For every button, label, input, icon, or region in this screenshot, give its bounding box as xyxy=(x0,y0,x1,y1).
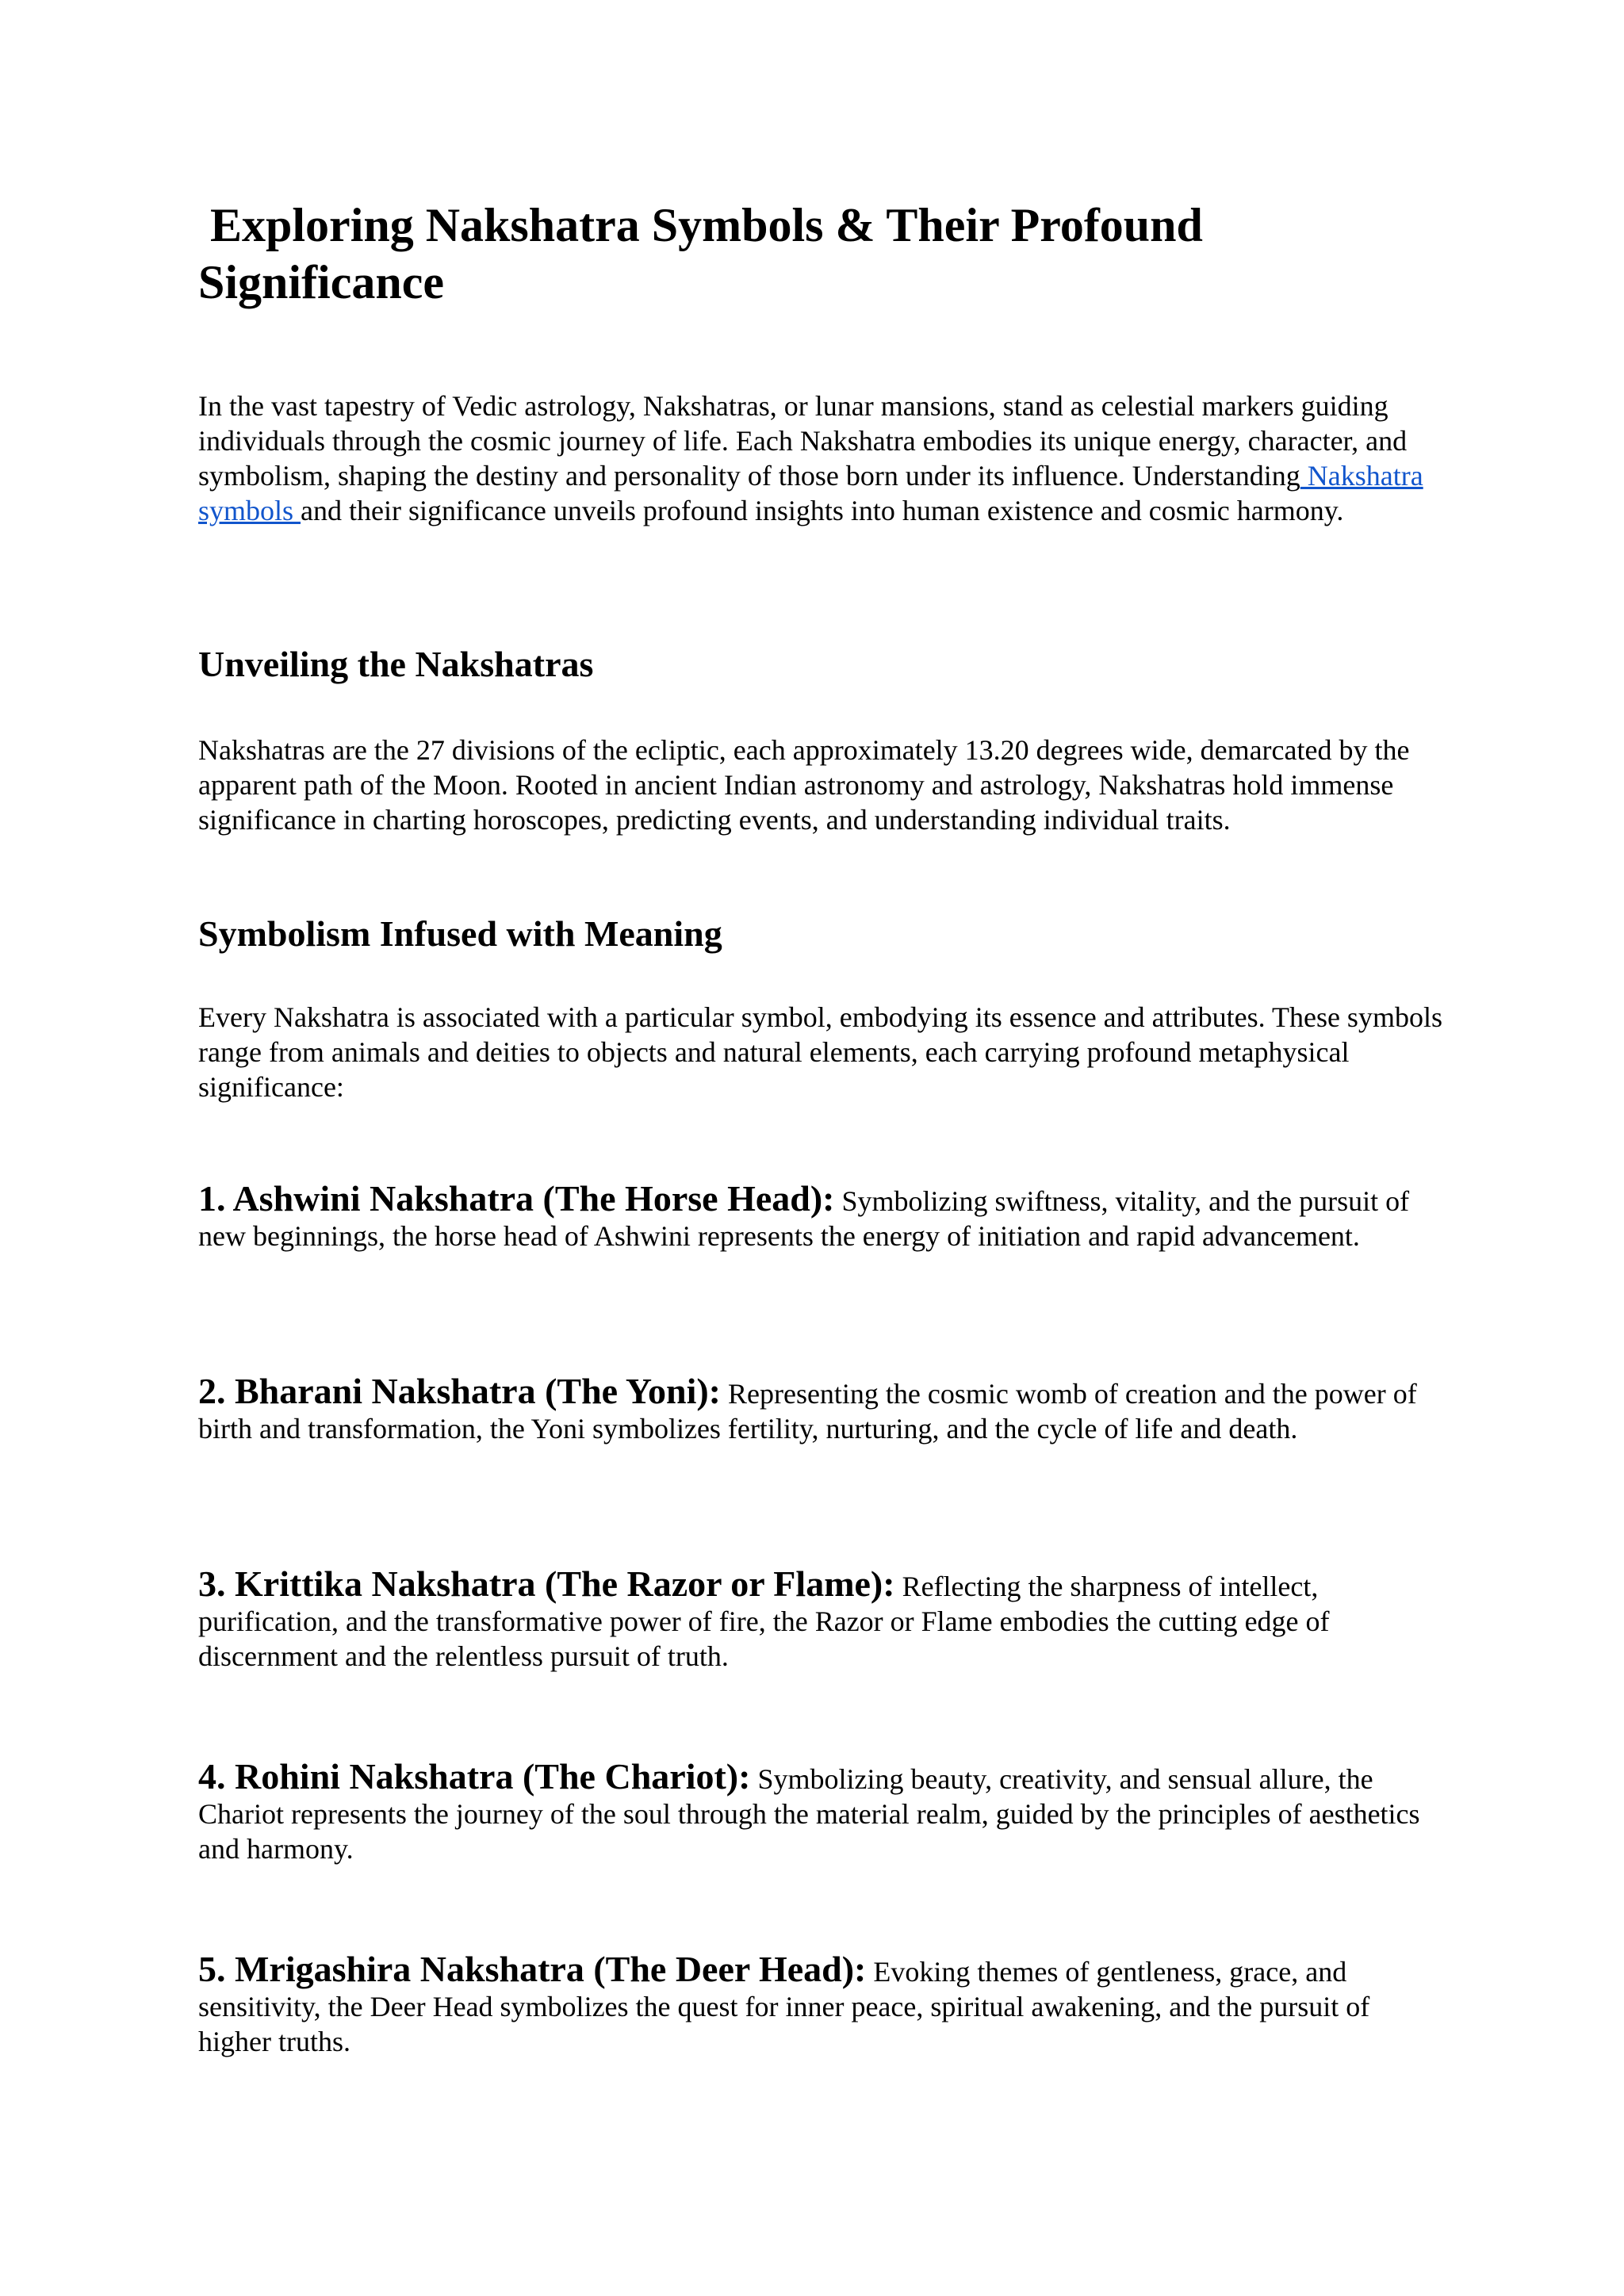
nakshatra-item-text: Symbolizing swiftness, vitality, and the pursuit of new beginnings, the horse head of Ashwini represents the energy of initiation and rapid advancement. xyxy=(198,1185,1410,1252)
nakshatra-item-bharani xyxy=(198,1371,1443,1446)
nakshatra-item-heading: 1. Ashwini Nakshatra (The Horse Head): xyxy=(198,1178,835,1219)
nakshatra-item-heading: 3. Krittika Nakshatra (The Razor or Flame): xyxy=(198,1563,895,1604)
nakshatra-item-text: Reflecting the sharpness of intellect, purification, and the transformative power of fire, the Razor or Flame embodies the cutting edge of discernment and the relentless pursuit of truth. xyxy=(198,1571,1330,1672)
symbolism-heading: Symbolism Infused with Meaning xyxy=(198,913,722,954)
unveiling-heading: Unveiling the Nakshatras xyxy=(198,644,594,684)
intro-text-before-link: In the vast tapestry of Vedic astrology, Nakshatras, or lunar mansions, stand as celestial markers guiding individuals through the cosmic journey of life. Each Nakshatra embodies its unique energy, character, and symbolism, shaping the destiny and personality of those born under its influence. Understanding xyxy=(198,390,1408,492)
nakshatra-item-rohini xyxy=(198,1756,1443,1866)
unveiling-paragraph: Nakshatras are the 27 divisions of the ecliptic, each approximately 13.20 degrees wide, demarcated by the apparent path of the Moon. Rooted in ancient Indian astronomy and astrology, Nakshatras hold immense significance in charting horoscopes, predicting events, and understanding individual traits. xyxy=(198,734,1410,836)
nakshatra-item-text: Representing the cosmic womb of creation and the power of birth and transformation, the Yoni symbolizes fertility, nurturing, and the cycle of life and death. xyxy=(198,1378,1417,1445)
nakshatra-item-krittika xyxy=(198,1563,1443,1674)
nakshatra-item-heading: 5. Mrigashira Nakshatra (The Deer Head): xyxy=(198,1949,867,1989)
nakshatra-item-mrigashira xyxy=(198,1949,1443,2059)
nakshatra-item-heading: 2. Bharani Nakshatra (The Yoni): xyxy=(198,1371,721,1411)
document-title: Exploring Nakshatra Symbols & Their Profound Significance xyxy=(198,199,1203,308)
nakshatra-item-ashwini xyxy=(198,1178,1443,1253)
symbolism-paragraph: Every Nakshatra is associated with a particular symbol, embodying its essence and attributes. These symbols range from animals and deities to objects and natural elements, each carrying profound metaphysical significance: xyxy=(198,1001,1442,1103)
intro-paragraph xyxy=(198,388,1443,528)
nakshatra-item-text: Symbolizing beauty, creativity, and sensual allure, the Chariot represents the journey of the soul through the material realm, guided by the principles of aesthetics and harmony. xyxy=(198,1763,1420,1865)
nakshatra-item-text: Evoking themes of gentleness, grace, and sensitivity, the Deer Head symbolizes the quest for inner peace, spiritual awakening, and the pursuit of higher truths. xyxy=(198,1956,1370,2057)
intro-text-after-link: and their significance unveils profound insights into human existence and cosmic harmony. xyxy=(301,495,1344,526)
nakshatra-symbols-link[interactable]: Nakshatra symbols xyxy=(198,460,1423,526)
nakshatra-item-heading: 4. Rohini Nakshatra (The Chariot): xyxy=(198,1756,751,1797)
